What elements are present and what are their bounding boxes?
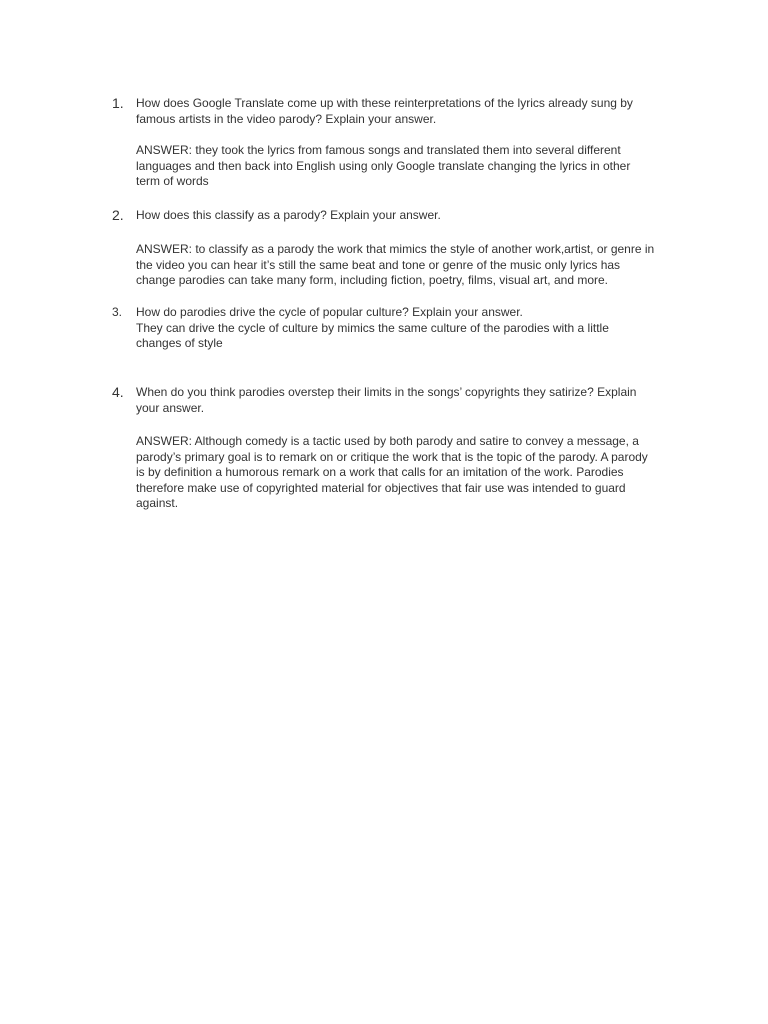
question-number: 4. — [112, 384, 124, 400]
answer-text: ANSWER: they took the lyrics from famous songs and translated them into several different languages and then back into English using only Google translate changing the lyrics in other term of words — [136, 143, 631, 188]
answer-text: ANSWER: Although comedy is a tactic used by both parody and satire to convey a message, a parody’s primary goal is to remark on or critique the work that is the topic of the parody. A parody is by definition a humorous remark on a work that calls for an imitation of the work. Parodies therefore make use of copyrighted material for objectives that fair use was intended to guard against. — [136, 434, 648, 510]
question-number: 1. — [112, 95, 124, 111]
question-number: 2. — [112, 207, 124, 223]
question-text: When do you think parodies overstep their limits in the songs’ copyrights they satirize? Explain your answer. — [136, 385, 637, 415]
question-number: 3. — [112, 305, 123, 319]
answer-text: ANSWER: to classify as a parody the work that mimics the style of another work,artist, or genre in the video you can hear it’s still the same beat and tone or genre of the music only lyrics has change parodies can take many form, including fiction, poetry, films, visual art, and more. — [136, 242, 655, 287]
question-text: How do parodies drive the cycle of popular culture? Explain your answer. They can drive the cycle of culture by mimics the same culture of the parodies with a little changes of style — [136, 305, 609, 350]
question-text: How does Google Translate come up with these reinterpretations of the lyrics already sung by famous artists in the video parody? Explain your answer. — [136, 96, 633, 126]
question-text: How does this classify as a parody? Explain your answer. — [136, 208, 441, 222]
